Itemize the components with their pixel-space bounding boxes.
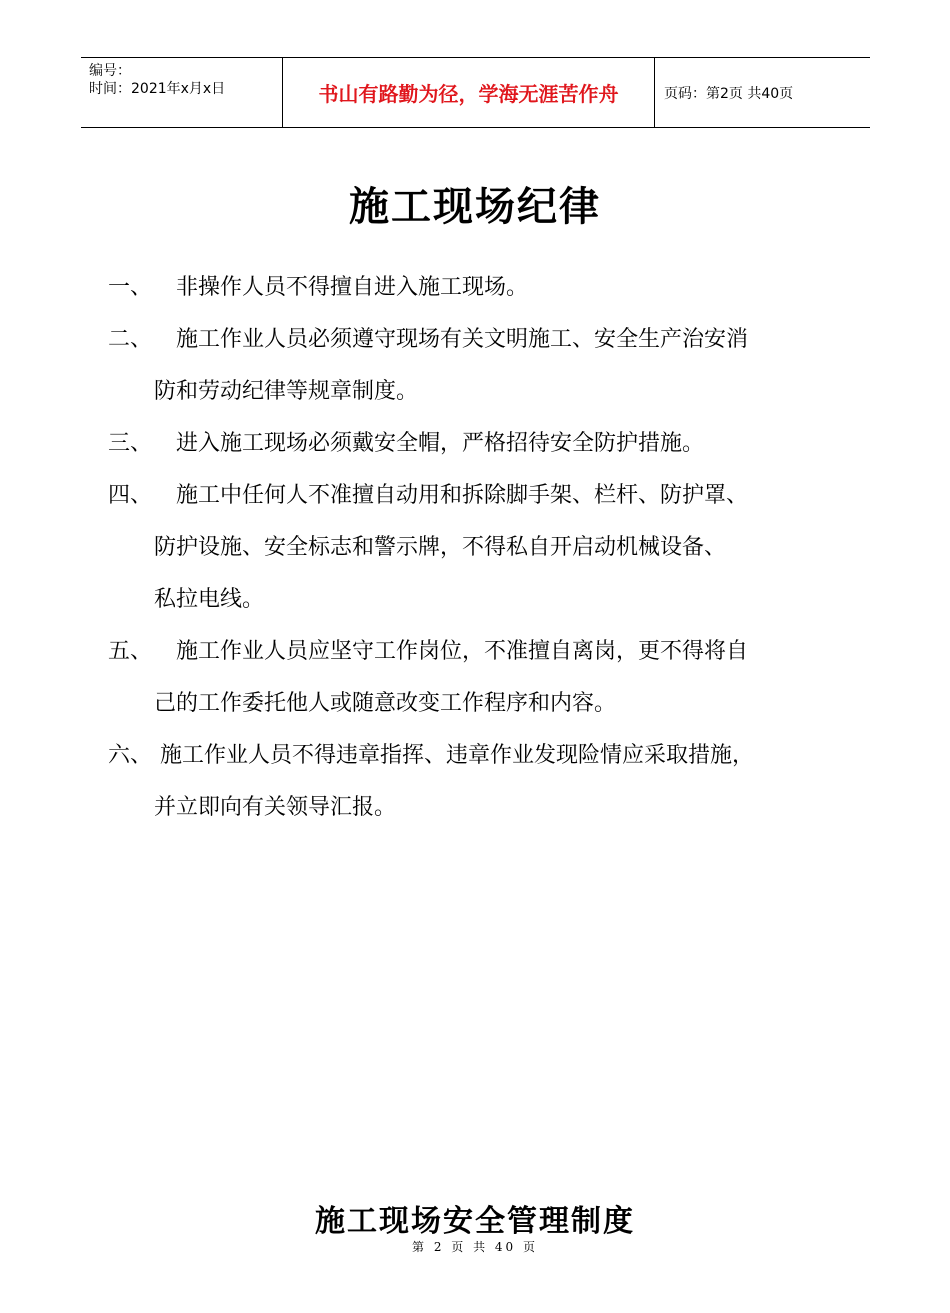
rule-text: 防和劳动纪律等规章制度。 xyxy=(154,379,419,404)
rule-number: 六、 xyxy=(108,743,153,768)
rule-number: 二、 xyxy=(108,327,153,352)
rule-item xyxy=(108,262,868,314)
header-left-cell xyxy=(81,58,282,127)
header-motto: 书山有路勤为径，学海无涯苦作舟 xyxy=(282,58,655,127)
footer-page-number: 第 2 页 共 40 页 xyxy=(412,1240,538,1254)
rule-text: 施工中任何人不准擅自动用和拆除脚手架、栏杆、防护罩、 xyxy=(176,483,749,508)
rule-number: 三、 xyxy=(108,431,153,456)
rule-item xyxy=(108,626,868,730)
rule-item xyxy=(108,418,868,470)
rule-item xyxy=(108,730,868,834)
footer-title: 施工现场安全管理制度 xyxy=(315,1204,635,1239)
rule-number: 五、 xyxy=(108,639,153,664)
rule-number: 一、 xyxy=(108,275,153,300)
page-title: 施工现场纪律 xyxy=(349,184,601,230)
rule-text: 非操作人员不得擅自进入施工现场。 xyxy=(176,275,529,300)
rule-text: 施工作业人员不得违章指挥、违章作业发现险情应采取措施， xyxy=(160,743,755,768)
rule-number: 四、 xyxy=(108,483,153,508)
number-label: 编号： xyxy=(89,63,131,79)
time-label: 时间：2021年x月x日 xyxy=(89,81,226,97)
rules-list xyxy=(108,262,868,834)
header-page-info: 页码：第2页 共40页 xyxy=(664,85,794,102)
rule-text: 施工作业人员必须遵守现场有关文明施工、安全生产治安消 xyxy=(176,327,749,352)
rule-text: 己的工作委托他人或随意改变工作程序和内容。 xyxy=(154,691,617,716)
rule-text: 并立即向有关领导汇报。 xyxy=(154,795,397,820)
rule-text: 施工作业人员应坚守工作岗位，不准擅自离岗，更不得将自 xyxy=(176,639,749,664)
rule-text: 防护设施、安全标志和警示牌，不得私自开启动机械设备、 xyxy=(154,535,727,560)
rule-text: 进入施工现场必须戴安全帽，严格招待安全防护措施。 xyxy=(176,431,705,456)
header-table xyxy=(81,57,870,128)
rule-item xyxy=(108,470,868,626)
rule-text: 私拉电线。 xyxy=(154,587,265,612)
rule-item xyxy=(108,314,868,418)
